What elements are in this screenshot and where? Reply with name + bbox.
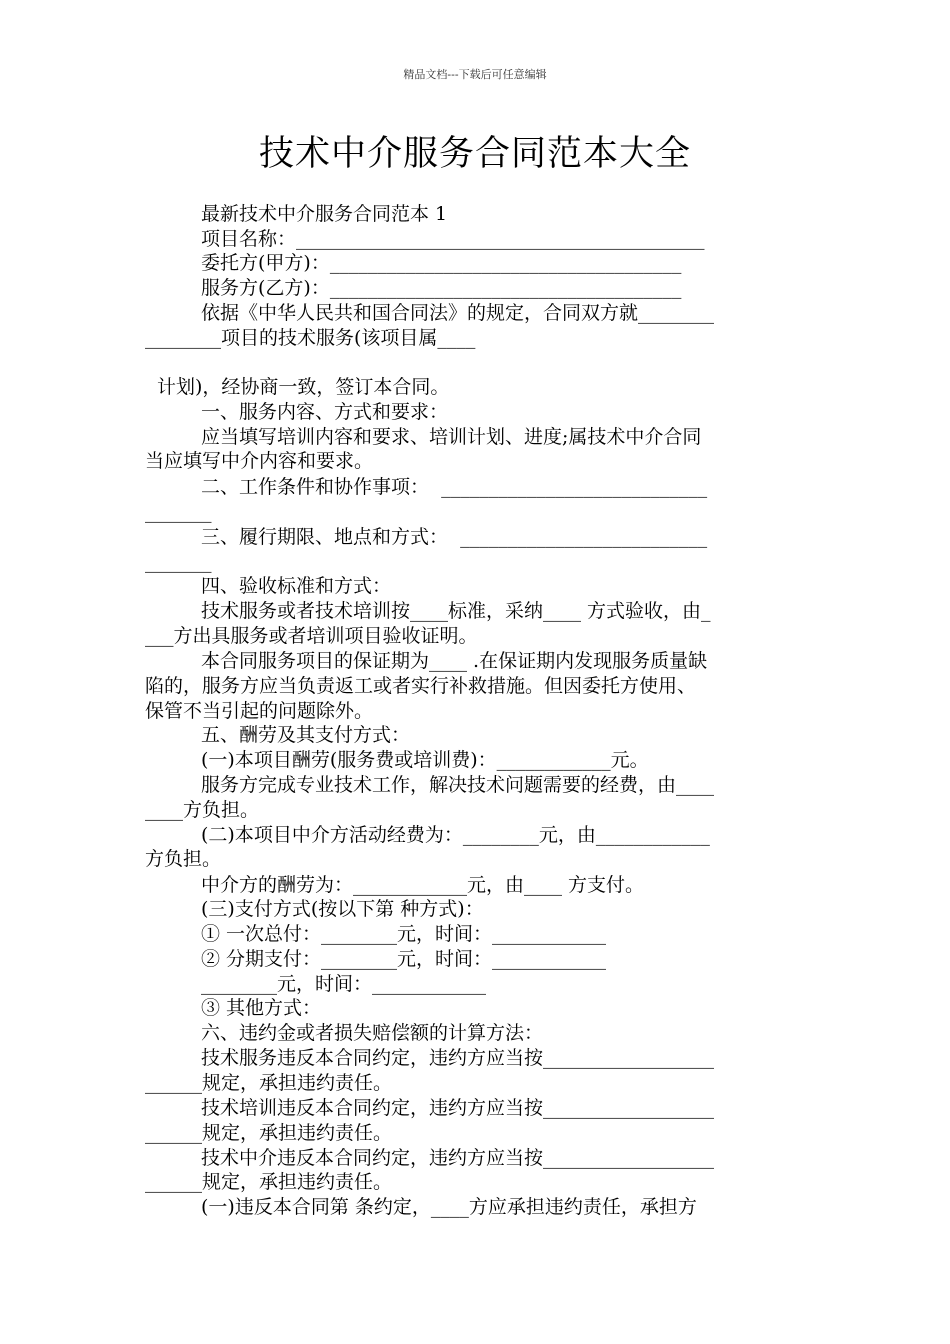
clause-heading: 五、酬劳及其支付方式： — [201, 724, 411, 746]
text-line: 当应填写中介内容和要求。 — [145, 450, 374, 472]
text-line: 方负担。 — [145, 848, 222, 870]
clause-heading: 三、履行期限、地点和方式： __________________________ — [201, 526, 708, 548]
text-line: ______规定，承担违约责任。 — [145, 1072, 393, 1094]
text-line: ______规定，承担违约责任。 — [145, 1171, 393, 1193]
text-line: 中介方的酬劳为：____________元，由____ 方支付。 — [201, 874, 645, 896]
text-line: 本合同服务项目的保证期为____ .在保证期内发现服务质量缺 — [201, 650, 708, 672]
field-service-provider: 服务方(乙方)：_____________________________________ — [201, 277, 682, 299]
text-line: 服务方完成专业技术工作，解决技术问题需要的经费，由____ — [201, 774, 715, 796]
text-line: ______规定，承担违约责任。 — [145, 1122, 393, 1144]
page-header: 精品文档---下载后可任意编辑 — [403, 68, 547, 81]
text-line: 依据《中华人民共和国合同法》的规定，合同双方就________ — [201, 302, 715, 324]
text-line: (一)本项目酬劳(服务费或培训费)：____________元。 — [201, 749, 649, 771]
clause-heading: 二、工作条件和协作事项： ____________________________ — [201, 476, 708, 498]
text-line: _______ — [145, 501, 212, 523]
field-project-name: 项目名称：___________________________________________ — [201, 228, 705, 250]
text-line: 陷的，服务方应当负责返工或者实行补救措施。但因委托方使用、 — [145, 675, 697, 697]
section-heading: 最新技术中介服务合同范本 1 — [201, 203, 448, 225]
clause-heading: 一、服务内容、方式和要求： — [201, 401, 449, 423]
text-line: ________元，时间：____________ — [201, 973, 487, 995]
text-line: 应当填写培训内容和要求、培训计划、进度;属技术中介合同 — [201, 426, 702, 448]
text-line: ___方出具服务或者培训项目验收证明。 — [145, 625, 478, 647]
text-line: ____方负担。 — [145, 799, 260, 821]
text-line: 技术中介违反本合同约定，违约方应当按__________________ — [201, 1147, 715, 1169]
text-line: ________项目的技术服务(该项目属____ — [145, 327, 476, 349]
text-line: 技术服务或者技术培训按____标准，采纳____ 方式验收，由_ — [201, 600, 711, 622]
text-line: ① 一次总付：________元，时间：____________ — [201, 923, 607, 945]
clause-heading: 六、违约金或者损失赔偿额的计算方法： — [201, 1022, 544, 1044]
text-line: 保管不当引起的问题除外。 — [145, 700, 374, 722]
text-line: (一)违反本合同第 条约定，____方应承担违约责任，承担方 — [201, 1196, 697, 1218]
text-line: 计划)，经协商一致，签订本合同。 — [157, 376, 450, 398]
clause-heading: 四、验收标准和方式： — [201, 575, 392, 597]
text-line: 技术服务违反本合同约定，违约方应当按__________________ — [201, 1047, 715, 1069]
document-title: 技术中介服务合同范本大全 — [258, 134, 691, 174]
text-line: _______ — [145, 551, 212, 573]
text-line: (二)本项目中介方活动经费为：________元，由____________ — [201, 824, 710, 846]
field-client: 委托方(甲方)：_____________________________________ — [201, 252, 682, 274]
text-line: 技术培训违反本合同约定，违约方应当按__________________ — [201, 1097, 715, 1119]
text-line: (三)支付方式(按以下第 种方式)： — [201, 898, 484, 920]
text-line: ② 分期支付：________元，时间：____________ — [201, 948, 607, 970]
text-line: ③ 其他方式： — [201, 997, 322, 1019]
